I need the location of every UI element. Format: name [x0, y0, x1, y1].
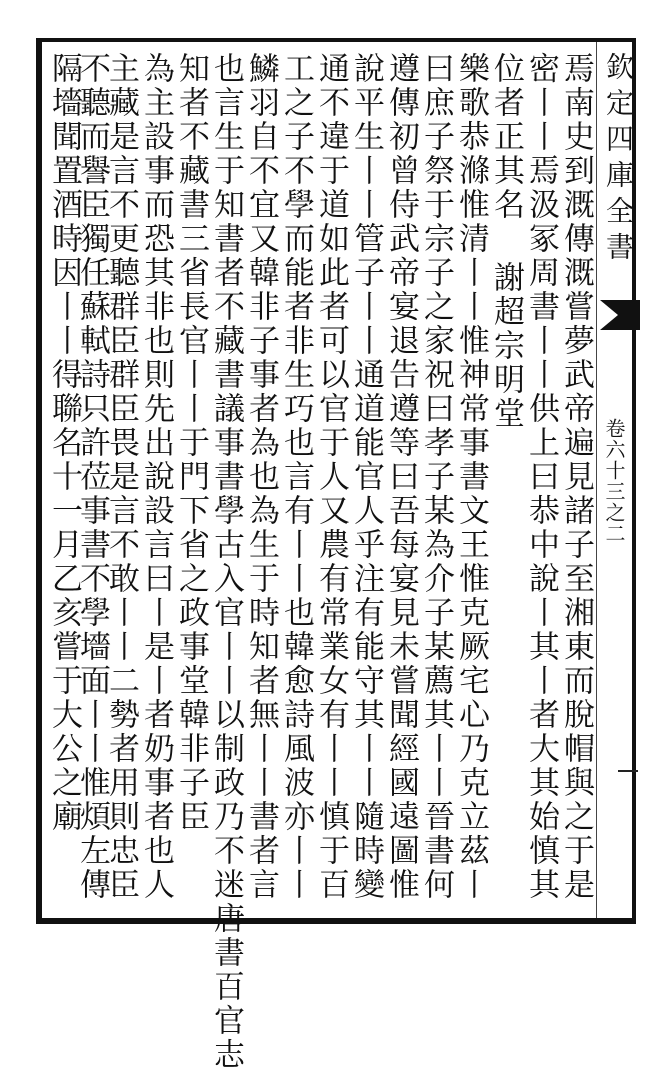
frame-top-border	[36, 38, 636, 42]
text-column-13: 為主設事而恐其非也則先出說設言曰丨是丨者奶事者也人	[138, 52, 174, 902]
margin-rule	[596, 42, 597, 918]
text-column-5: 曰庶子祭于宗子之家祝曰孝子某為介子某薦其丨丨晉書何	[418, 52, 454, 902]
fishtail-mark-icon	[600, 298, 640, 332]
volume-label: 卷六十三之二	[602, 418, 626, 544]
text-column-3: 位者正其名 謝超宗明堂	[488, 52, 524, 431]
frame-bottom-border	[36, 918, 636, 924]
text-column-12: 知者不藏書三省長官丨丨于門下省之政事堂韓非子臣	[173, 52, 209, 834]
text-column-2: 密丨丨焉汲冢周書丨丨供上曰恭中說丨其丨者大其始慎其	[523, 52, 559, 902]
text-column-16: 隔墻聞置酒時因丨丨得聯名十一月乙亥嘗于大公之廟	[46, 52, 82, 834]
text-column-6: 遵傳初曾侍武帝宴退告遵等曰吾每宴見未嘗聞經國遠圖惟	[383, 52, 419, 902]
text-column-10: 鱗羽自不宜又韓非子事者為也為生于時知者無丨丨書者言	[243, 52, 279, 902]
book-title: 欽定四庫全書	[602, 52, 635, 268]
frame-left-border	[36, 38, 42, 924]
text-column-7: 說平生丨丨管子丨丨通道能官人乎注有能守其丨丨隨時變	[348, 52, 384, 902]
frame-right-border-lower	[632, 330, 636, 924]
text-column-4: 樂歌恭滌惟清丨丨惟神常事書文王惟克厥宅心乃克立茲丨	[453, 52, 489, 902]
fold-tick-mark	[618, 770, 638, 772]
text-column-9: 工之子不學而能者非生巧也言有丨丨也韓愈詩風波亦丨丨	[278, 52, 314, 902]
text-column-14: 主藏是言不更聽群臣群臣畏是言不敢丨丨二勢者用則忠臣	[103, 52, 139, 902]
text-column-11: 也言生于知書者不藏書議事書學古入官丨丨以制政乃不迷唐書百官志	[208, 52, 244, 1072]
text-column-8: 通不違于道如此者可以官于人又農有常業女有丨丨慎于百	[313, 52, 349, 902]
text-column-1: 焉南史到溉傳溉嘗夢武帝遍見諸子至湘東而脫帽與之于是	[558, 52, 594, 902]
text-column-15: 不聽而譽臣獨任蘇軾詩只許莅事書不學墻面丨丨惟煩左傳	[74, 52, 110, 902]
